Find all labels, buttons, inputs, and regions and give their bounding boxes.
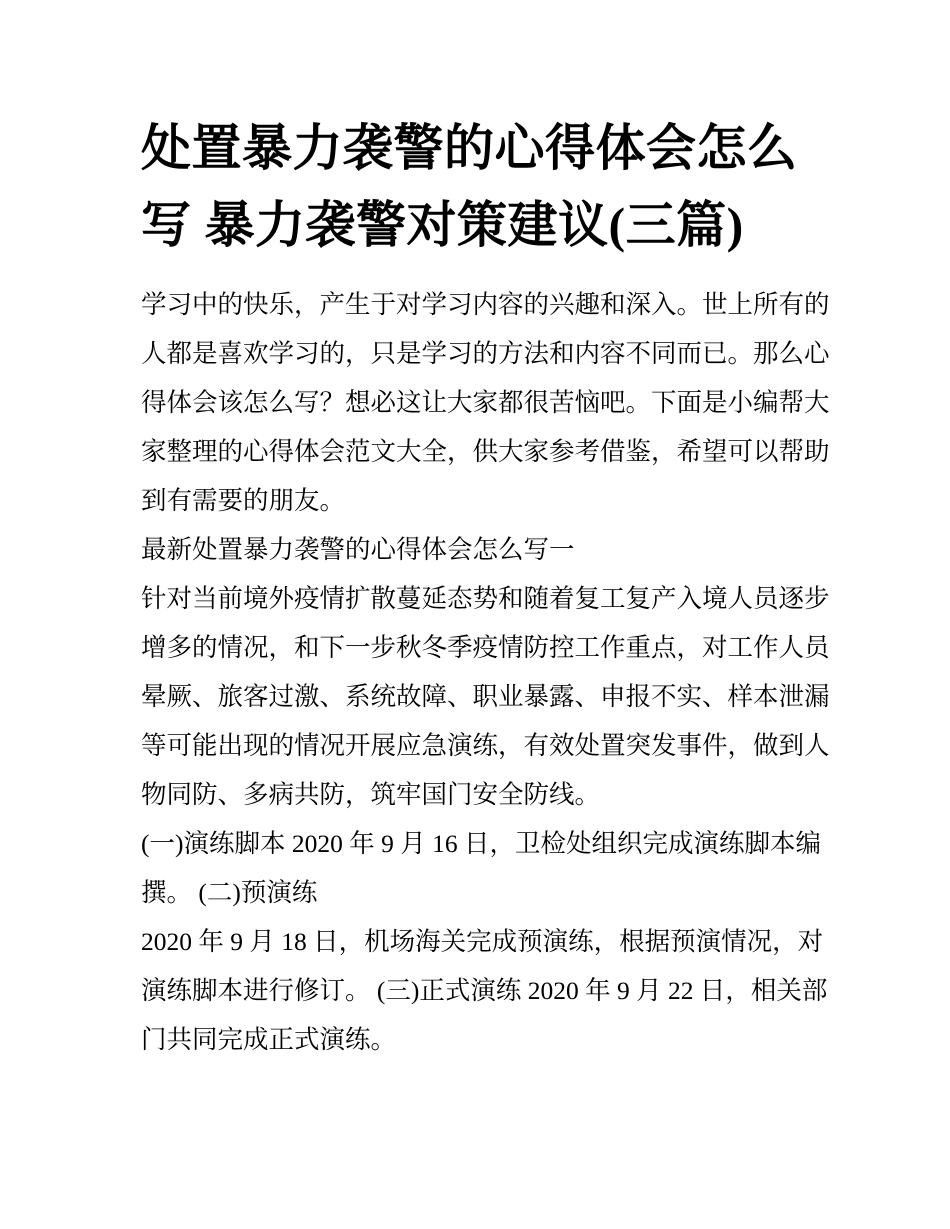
body-line: 针对当前境外疫情扩散蔓延态势和随着复工复产入境人员逐步 xyxy=(141,584,830,613)
body-line: 得体会该怎么写？想必这让大家都很苦恼吧。下面是小编帮大 xyxy=(141,388,830,417)
body-line: 学习中的快乐，产生于对学习内容的兴趣和深入。世上所有的 xyxy=(141,290,830,319)
body-line: 物同防、多病共防，筑牢国门安全防线。 xyxy=(141,780,601,809)
body-line: 晕厥、旅客过激、系统故障、职业暴露、申报不实、样本泄漏 xyxy=(141,682,830,711)
body-line: 人都是喜欢学习的，只是学习的方法和内容不同而已。那么心 xyxy=(141,339,830,368)
body-line: 演练脚本进行修订。 (三)正式演练 2020 年 9 月 22 日，相关部 xyxy=(141,976,828,1005)
body-line-section-heading: 最新处置暴力袭警的心得体会怎么写一 xyxy=(141,535,575,564)
body-line: 到有需要的朋友。 xyxy=(141,486,346,515)
title-line: 处置暴力袭警的心得体会怎么 xyxy=(141,120,798,176)
body-line: 家整理的心得体会范文大全，供大家参考借鉴，希望可以帮助 xyxy=(141,437,830,466)
body-line: 门共同完成正式演练。 xyxy=(141,1025,397,1054)
body-line: 2020 年 9 月 18 日，机场海关完成预演练，根据预演情况，对 xyxy=(141,927,824,956)
body-line: (一)演练脚本 2020 年 9 月 16 日，卫检处组织完成演练脚本编 xyxy=(141,829,821,858)
body-line: 等可能出现的情况开展应急演练，有效处置突发事件，做到人 xyxy=(141,731,830,760)
body-line: 增多的情况，和下一步秋冬季疫情防控工作重点，对工作人员 xyxy=(141,633,830,662)
document-body xyxy=(141,280,841,1064)
document-title xyxy=(141,110,851,264)
body-line: 撰。 (二)预演练 xyxy=(141,878,318,907)
title-line: 写 暴力袭警对策建议(三篇) xyxy=(141,197,744,253)
